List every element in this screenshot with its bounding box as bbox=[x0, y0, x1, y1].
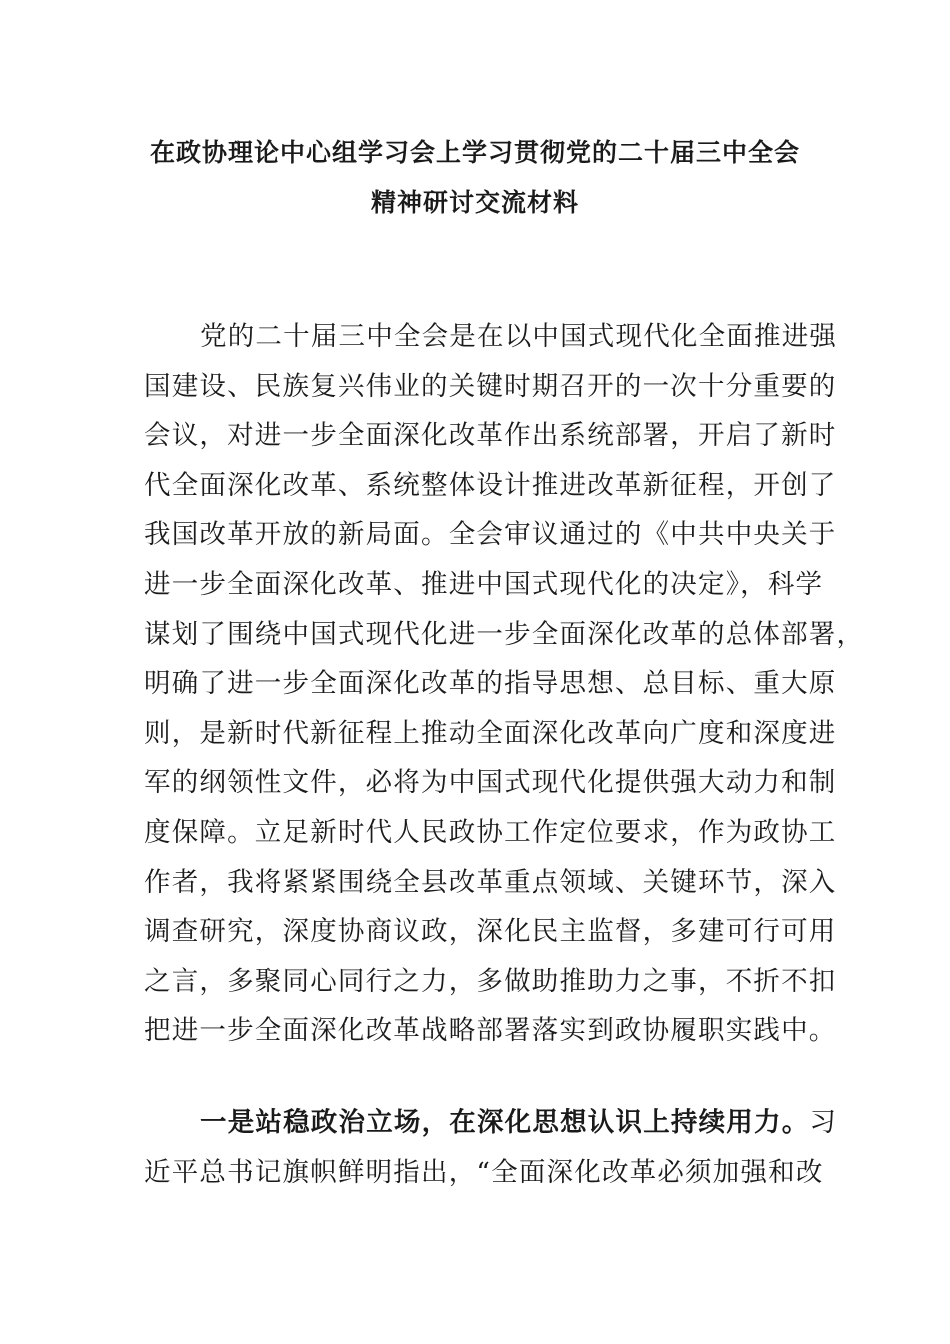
paragraph-line: 谋划了围绕中国式现代化进一步全面深化改革的总体部署， bbox=[144, 618, 865, 650]
document-body bbox=[144, 312, 865, 1197]
paragraph-line: 代全面深化改革、系统整体设计推进改革新征程，开创了 bbox=[144, 469, 837, 501]
paragraph-line bbox=[144, 1098, 838, 1148]
paragraph-line: 军的纲领性文件，必将为中国式现代化提供强大动力和制 bbox=[144, 767, 837, 799]
paragraph-spacer bbox=[144, 1056, 794, 1098]
document-title bbox=[60, 128, 890, 228]
paragraph-line: 党的二十届三中全会是在以中国式现代化全面推进强 bbox=[200, 321, 838, 352]
paragraph-line: 近平总书记旗帜鲜明指出，“全面深化改革必须加强和改 bbox=[144, 1156, 824, 1188]
paragraph-line: 之言，多聚同心同行之力，多做助推助力之事，不折不扣 bbox=[144, 965, 837, 997]
title-line-1: 在政协理论中心组学习会上学习贯彻党的二十届三中全会 bbox=[149, 138, 800, 167]
paragraph-text: 习 bbox=[809, 1106, 838, 1138]
paragraph-line: 调查研究，深度协商议政，深化民主监督，多建可行可用 bbox=[144, 916, 837, 948]
paragraph-line: 会议，对进一步全面深化改革作出系统部署，开启了新时 bbox=[144, 420, 837, 452]
paragraph-line: 国建设、民族复兴伟业的关键时期召开的一次十分重要的 bbox=[144, 370, 837, 402]
paragraph-line: 度保障。立足新时代人民政协工作定位要求，作为政协工 bbox=[144, 816, 837, 848]
paragraph-line: 进一步全面深化改革、推进中国式现代化的决定》，科学 bbox=[144, 568, 824, 600]
paragraph-section-one bbox=[144, 1098, 838, 1197]
paragraph-line: 作者，我将紧紧围绕全县改革重点领域、关键环节，深入 bbox=[144, 866, 837, 898]
paragraph-line: 把进一步全面深化改革战略部署落实到政协履职实践中。 bbox=[144, 1015, 837, 1047]
paragraph-intro bbox=[144, 312, 865, 1056]
paragraph-line: 明确了进一步全面深化改革的指导思想、总目标、重大原 bbox=[144, 668, 837, 700]
paragraph-line: 则，是新时代新征程上推动全面深化改革向广度和深度进 bbox=[144, 717, 837, 749]
paragraph-line: 我国改革开放的新局面。全会审议通过的《中共中央关于 bbox=[144, 519, 837, 551]
title-line-2: 精神研讨交流材料 bbox=[370, 188, 579, 217]
section-heading: 一是站稳政治立场，在深化思想认识上持续用力。 bbox=[200, 1106, 810, 1138]
